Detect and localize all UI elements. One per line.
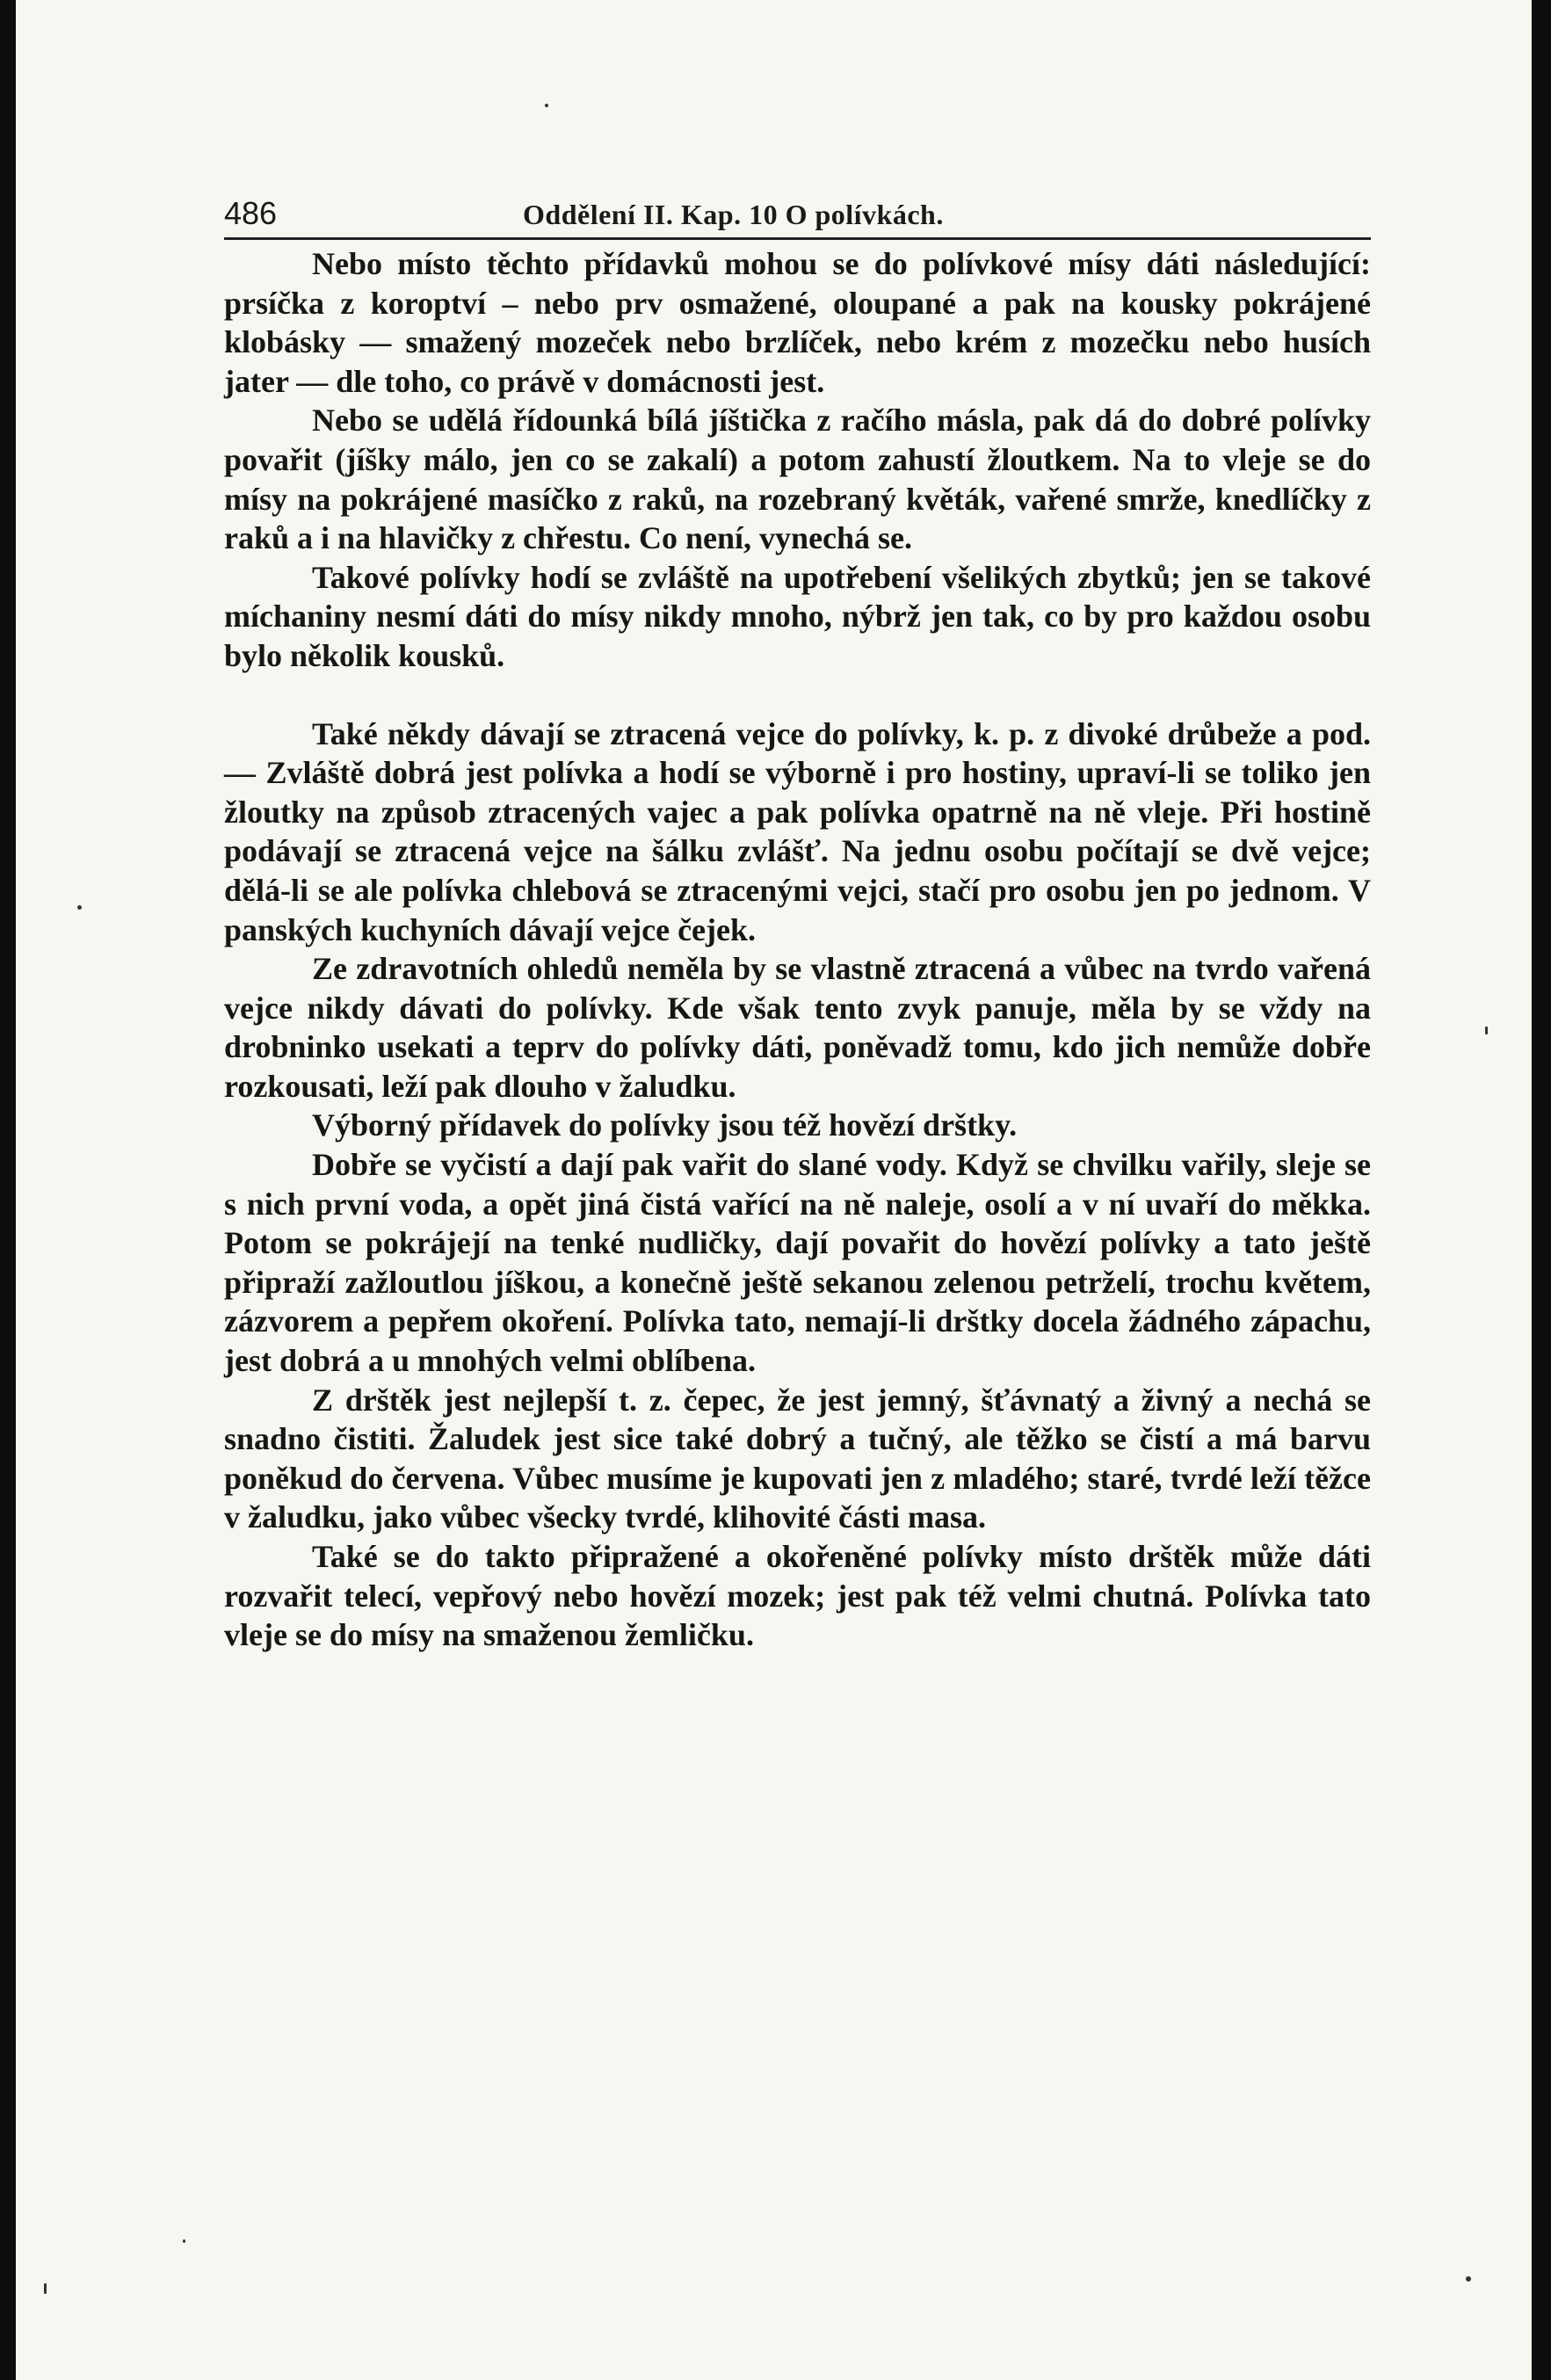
- print-speck: [545, 104, 548, 107]
- paragraph: Nebo místo těchto přídavků mohou se do polívkové mísy dáti následující: prsíčka z koroptví – nebo prv osmažené, oloupané a pak na kousky pokrájené klobásky — smažený mozeček nebo brzlíček, nebo krém z mozečku nebo husích jater — dle toho, co právě v domácnosti jest.: [224, 246, 1371, 399]
- paragraph: Také se do takto připražené a okořeněné polívky místo drštěk může dáti rozvařit telecí, vepřový nebo hovězí mozek; jest pak též velmi chutná. Polívka tato vleje se do mísy na smaženou žemličku.: [224, 1539, 1371, 1653]
- paragraph: Také někdy dávají se ztracená vejce do polívky, k. p. z divoké drůbeže a pod. — Zvláště dobrá jest polívka a hodí se výborně i pro hostiny, upraví-li se toliko jen žloutky na způsob ztracených vajec a pak polívka opatrně na ně vleje. Při hostině podávají se ztracená vejce na šálku zvlášť. Na jednu osobu počítají se dvě vejce; dělá-li se ale polívka chlebová se ztracenými vejci, stačí pro osobu jen po jednom. V panských kuchyních dávají vejce čejek.: [224, 715, 1371, 947]
- print-speck: [1466, 2276, 1471, 2282]
- paragraph: Takové polívky hodí se zvláště na upotřebení všelikých zbytků; jen se takové míchaniny nesmí dáti do mísy nikdy mnoho, nýbrž jen tak, co by pro každou osobu bylo několik kousků.: [224, 559, 1371, 673]
- paragraph: Výborný přídavek do polívky jsou též hovězí drštky.: [312, 1107, 1018, 1143]
- body-text: [224, 244, 1371, 1655]
- print-speck: [183, 2239, 185, 2243]
- print-speck: [77, 905, 82, 910]
- paragraph: Nebo se udělá řídounká bílá jíštička z račího másla, pak dá do dobré polívky povařit (jíšky málo, jen co se zakalí) a potom zahustí žloutkem. Na to vleje se do mísy na pokrájené masíčko z raků, na rozebraný květák, vařené smrže, knedlíčky z raků a i na hlavičky z chřestu. Co není, vynechá se.: [224, 403, 1371, 556]
- paragraph: Z drštěk jest nejlepší t. z. čepec, že jest jemný, šťávnatý a živný a nechá se snadno čistiti. Žaludek jest sice také dobrý a tučný, ale těžko se čistí a má barvu poněkud do červena. Vůbec musíme je kupovati jen z mladého; staré, tvrdé leží těžce v žaludku, jako vůbec všecky tvrdé, klihovité části masa.: [224, 1382, 1371, 1535]
- running-header: [224, 192, 1371, 241]
- print-speck: [1485, 1027, 1488, 1034]
- header-rule: [224, 237, 1371, 240]
- running-title: Oddělení II. Kap. 10 O polívkách.: [523, 199, 944, 230]
- paragraph: Dobře se vyčistí a dají pak vařit do slané vody. Když se chvilku vařily, sleje se s nich první voda, a opět jiná čistá vařící na ně naleje, osolí a v ní uvaří do měkka. Potom se pokrájejí na tenké nudličky, dají povařit do hovězí polívky a tato ještě připraží zažloutlou jíškou, a konečně ještě sekanou zelenou petrželí, trochu květem, zázvorem a pepřem okoření. Polívka tato, nemají-li drštky docela žádného zápachu, jest dobrá a u mnohých velmi oblíbena.: [224, 1147, 1371, 1379]
- print-speck: [44, 2283, 47, 2294]
- page-number: 486: [224, 195, 278, 231]
- paragraph: Ze zdravotních ohledů neměla by se vlastně ztracená a vůbec na tvrdo vařená vejce nikdy dávati do polívky. Kde však tento zvyk panuje, měla by se vždy na drobninko usekati a teprv do polívky dáti, poněvadž tomu, kdo jich nemůže dobře rozkousati, leží pak dlouho v žaludku.: [224, 951, 1371, 1104]
